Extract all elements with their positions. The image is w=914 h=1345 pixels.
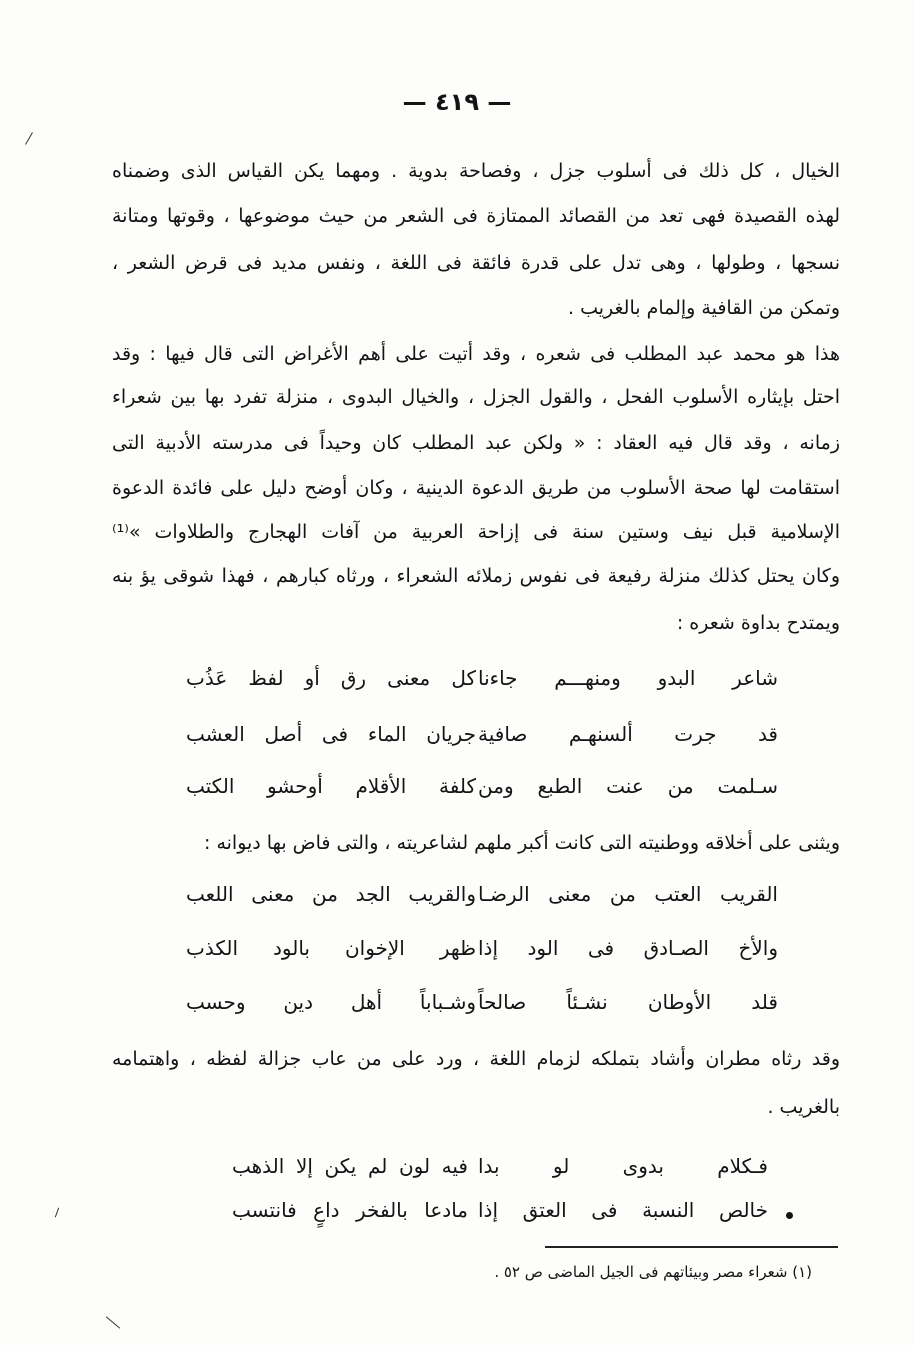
paragraph-2-line-4: استقامت لها صحة الأسلوب من طريق الدعوة الدينية ، وكان أوضح دليل على فائدة الدعوة bbox=[112, 477, 840, 499]
verse-7-second-hemistich: فيه لون لم يكن إلا الذهب bbox=[232, 1154, 468, 1178]
verse-6 bbox=[186, 988, 778, 1016]
verse-7 bbox=[232, 1152, 768, 1180]
paragraph-1-line-3: نسجها ، وطولها ، وهى تدل على قدرة فائقة فى اللغة ، ونفس مديد فى قرض الشعر ، bbox=[112, 252, 840, 274]
verse-1-first-hemistich: شاعر البدو ومنهـــم جاءنا bbox=[478, 666, 778, 690]
paragraph-1-line-1: الخيال ، كل ذلك فى أسلوب جزل ، وفصاحة بدوية . ومهما يكن القياس الذى وضمناه bbox=[112, 160, 840, 182]
verse-6-first-hemistich: قلد الأوطان نشـئاً صالحاً bbox=[478, 990, 778, 1014]
verse-end-dot bbox=[786, 1212, 793, 1219]
verse-4 bbox=[186, 880, 778, 908]
verse-3-second-hemistich: كلفة الأقلام أوحشو الكتب bbox=[186, 774, 476, 798]
verse-5-second-hemistich: ظهر الإخوان بالود الكذب bbox=[186, 936, 476, 960]
paragraph-3-line-1: ويثنى على أخلاقه ووطنيته التى كانت أكبر ملهم لشاعريته ، والتى فاض بها ديوانه : bbox=[204, 832, 840, 854]
verse-4-second-hemistich: والقريب الجد من معنى اللعب bbox=[186, 882, 476, 906]
paragraph-2-line-2: احتل بإيثاره الأسلوب الفحل ، والقول الجزل ، والخيال البدوى ، منزلة تفرد بها بين شعراء bbox=[112, 386, 840, 408]
verse-5-first-hemistich: والأخ الصـادق فى الود إذا bbox=[478, 936, 778, 960]
page-number: — ٤١٩ — bbox=[402, 88, 512, 116]
paragraph-4-line-2: بالغريب . bbox=[767, 1096, 840, 1118]
verse-1 bbox=[186, 664, 778, 692]
verse-2-second-hemistich: جريان الماء فى أصل العشب bbox=[186, 722, 476, 746]
scan-mark-bottom-corner bbox=[106, 1316, 120, 1328]
verse-5 bbox=[186, 934, 778, 962]
verse-8-first-hemistich: خالص النسبة فى العتق إذا bbox=[478, 1198, 768, 1222]
verse-3 bbox=[186, 772, 778, 800]
footnote-separator bbox=[545, 1246, 838, 1248]
paragraph-2-line-6: وكان يحتل كذلك منزلة رفيعة فى نفوس زملائه الشعراء ، ورثاه كبارهم ، فهذا شوقى يؤ بنه bbox=[112, 565, 840, 587]
verse-4-first-hemistich: القريب العتب من معنى الرضـا bbox=[478, 882, 778, 906]
scan-mark-left-top bbox=[25, 132, 33, 145]
paragraph-2-line-3: زمانه ، وقد قال فيه العقاد : « ولكن عبد المطلب كان وحيداً فى مدرسته الأدبية التى bbox=[112, 432, 840, 454]
verse-8-second-hemistich: مادعا بالفخر داعٍ فانتسب bbox=[232, 1198, 468, 1222]
paragraph-2-line-7: ويمتدح بداوة شعره : bbox=[676, 612, 840, 634]
paragraph-4-line-1: وقد رثاه مطران وأشاد بتملكه لزمام اللغة ، ورد على من عاب جزالة لفظه ، واهتمامه bbox=[112, 1048, 840, 1070]
verse-8 bbox=[232, 1196, 768, 1224]
paragraph-1-line-4: وتمكن من القافية وإلمام بالغريب . bbox=[568, 297, 840, 319]
verse-6-second-hemistich: وشـباباً أهل دين وحسب bbox=[186, 990, 476, 1014]
verse-7-first-hemistich: فـكلام بدوى لو بدا bbox=[478, 1154, 768, 1178]
paragraph-1-line-2: لهذه القصيدة فهى تعد من القصائد الممتازة فى الشعر من حيث موضوعها ، وقوتها ومتانة bbox=[112, 205, 840, 227]
verse-1-second-hemistich: كل معنى رق أو لفظ عَذُب bbox=[186, 666, 476, 690]
scan-mark-left-bottom bbox=[55, 1208, 59, 1218]
paragraph-2-line-5: الإسلامية قبل نيف وستين سنة فى إزاحة العربية من آفات الهجارج والطلاوات »⁽¹⁾ bbox=[112, 521, 840, 543]
footnote: (١) شعراء مصر وبيئاتهم فى الجيل الماضى ص ٥٢ . bbox=[494, 1263, 812, 1281]
verse-3-first-hemistich: سـلمت من عنت الطبع ومن bbox=[478, 774, 778, 798]
verse-2-first-hemistich: قد جرت ألسنهـم صافية bbox=[478, 722, 778, 746]
paragraph-2-line-1: هذا هو محمد عبد المطلب فى شعره ، وقد أتيت على أهم الأغراض التى قال فيها : وقد bbox=[112, 343, 840, 365]
verse-2 bbox=[186, 720, 778, 748]
